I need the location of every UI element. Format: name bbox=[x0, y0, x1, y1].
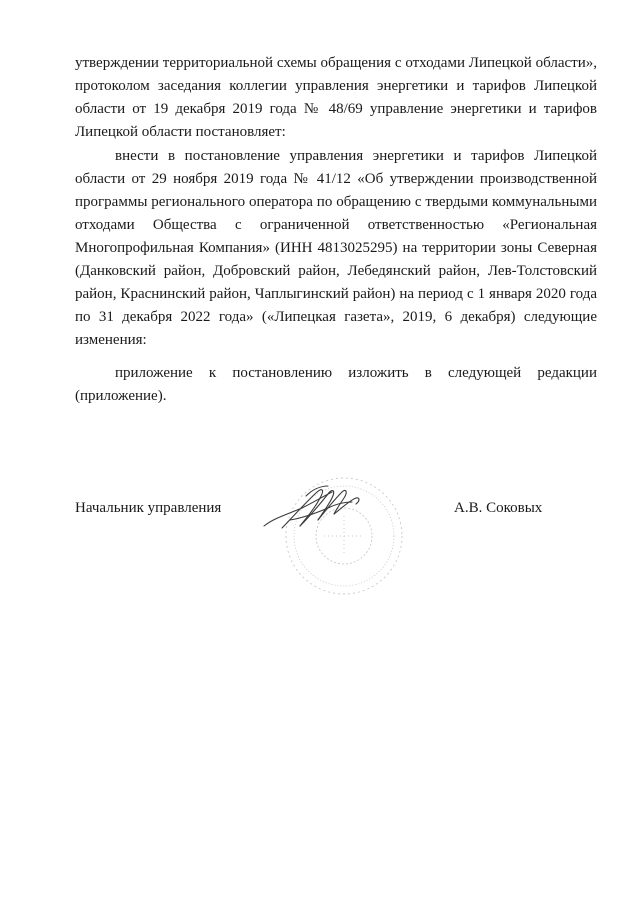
handwritten-signature-icon bbox=[264, 486, 359, 528]
paragraph-resolution: внести в постановление управления энергетики и тарифов Липецкой области от 29 ноября 2019 года № 41/12 «Об утверждении производственной программы регионального оператора по обращению с твердыми коммунальными отходами Общества с ограниченной ответственностью «Региональная Многопрофильная Компания» (ИНН 4813025295) на территории зоны Северная (Данковский район, Добровский район, Лебедянский район, Лев-Толстовский район, Краснинский район, Чаплыгинский район) на период с 1 января 2020 года по 31 декабря 2022 года» («Липецкая газета», 2019, 6 декабря) следующие изменения: bbox=[75, 148, 597, 348]
seal-stamp-icon bbox=[286, 478, 402, 594]
signature-stamp-image bbox=[262, 474, 422, 599]
paragraph-amendment: приложение к постановлению изложить в следующей редакции (приложение). bbox=[75, 365, 597, 404]
signatory-name: А.В. Соковых bbox=[454, 500, 543, 516]
signatory-title: Начальник управления bbox=[75, 500, 222, 516]
paragraph-legal-basis: утверждении территориальной схемы обращения с отходами Липецкой области», протоколом заседания коллегии управления энергетики и тарифов Липецкой области от 19 декабря 2019 года № 48/69 управление энергетики и тарифов Липецкой области постановляет: bbox=[75, 55, 597, 140]
